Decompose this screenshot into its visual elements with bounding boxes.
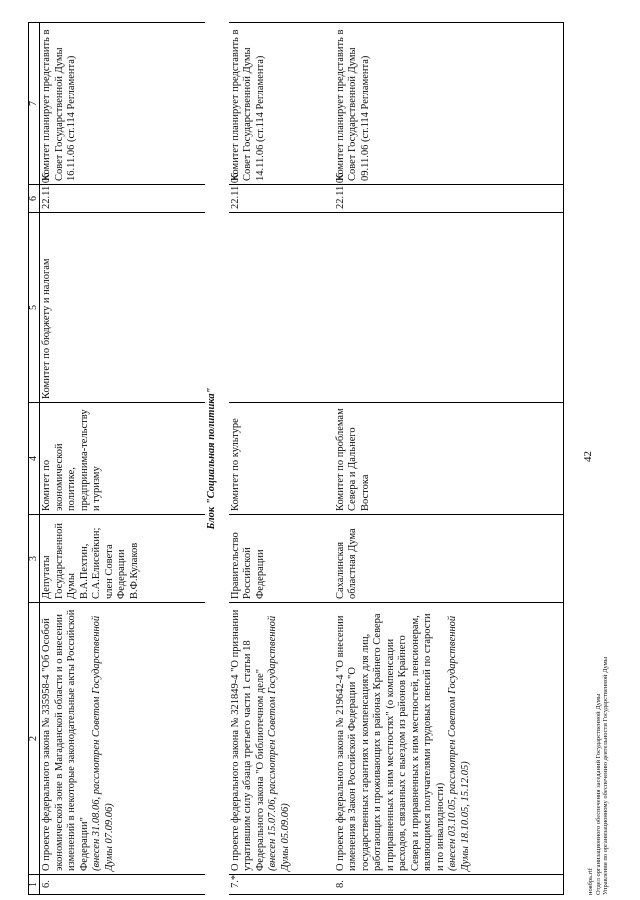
responsible-committee: Комитет по культуре: [229, 403, 334, 515]
bill-note: (внесен 03.10.05, рассмотрен Советом Государственной Думы 18.10.05, 15.12.05): [447, 615, 471, 871]
bill-title-cell: [40, 603, 205, 875]
footer-file: ноябрь.rtf: [587, 868, 594, 895]
committee-plan: Комитет планирует представить в Совет Государственной Думы 09.11.06 (ст.114 Регламента): [334, 23, 564, 185]
bill-title: О проекте федерального закона № 335958-4 "Об Особой экономической зоне в Магаданской области и о внесении изменений в некоторые законодательные акты Российской Федерации": [41, 609, 90, 871]
review-date: 22.11.06: [40, 185, 205, 213]
bill-title: О проекте федерального закона № 219642-4 "О внесении изменения в Закон Российской Федерации "О государственных гарантиях и компенсациях для лиц, работающих и проживающих в районах Крайнего Севера и приравненных к ним местностях" (о компенсации расходов, связанных с выездом из районов Крайнего Севера и приравненных к ним местностей, пенсионерам, являющимся получателями трудовых пенсий по старости и по инвалидности): [334, 613, 446, 871]
footer-line: Управления по организационному обеспечению деятельности Государственной Думы: [602, 656, 609, 895]
bill-title: О проекте федерального закона № 321849-4 "О признании утратившим силу абзаца третьего части 1 статьи 18 Федерального закона "О библиотечном деле": [229, 609, 266, 871]
row-number: 8.: [334, 875, 564, 895]
footer-line: Отдел организационного обеспечения заседаний Государственной Думы: [594, 693, 602, 895]
bill-title-cell: [334, 603, 564, 875]
page-number: 42: [582, 451, 594, 462]
responsible-committee: Комитет по проблемам Севера и Дальнего Востока: [334, 403, 564, 515]
row-number: 6.: [40, 875, 205, 895]
agenda-table: [28, 22, 564, 895]
responsible-committee: Комитет по экономической политике, предпринима-тельству и туризму: [40, 403, 205, 515]
bill-note: (внесен 15.07.06, рассмотрен Советом Государственной Думы 05.09.06): [267, 615, 291, 871]
co-committee: [334, 213, 564, 403]
bill-note: (внесен 31.08.06, рассмотрен Советом Государственной Думы 07.09.06): [91, 615, 115, 871]
block-heading: Блок "Социальная политика": [205, 387, 217, 530]
block-heading-row: [205, 23, 229, 895]
table-row: [229, 23, 334, 895]
column-header: 3: [29, 515, 40, 603]
column-header: 6: [29, 185, 40, 213]
bill-author: Депутаты Государственной Думы В.А.Пехтин, С.А.Елисейкин; член Совета Федерации В.Ф.Кулаков: [40, 515, 205, 603]
review-date: 22.11.06: [334, 185, 564, 213]
column-header: 4: [29, 403, 40, 515]
bill-title-cell: [229, 603, 334, 875]
co-committee: [229, 213, 334, 403]
committee-plan: Комитет планирует представить в Совет Государственной Думы 14.11.06 (ст.114 Регламента): [229, 23, 334, 185]
column-header: 7: [29, 23, 40, 185]
row-number: 7.*: [229, 875, 334, 895]
co-committee: Комитет по бюджету и налогам: [40, 213, 205, 403]
column-header: 5: [29, 213, 40, 403]
review-date: 22.11.06: [229, 185, 334, 213]
page-footer: [587, 657, 610, 895]
column-header: 2: [29, 603, 40, 875]
bill-author: Правительство Российской Федерации: [229, 515, 334, 603]
committee-plan: Комитет планирует представить в Совет Государственной Думы 16.11.06 (ст.114 Регламента): [40, 23, 205, 185]
column-header: 1: [29, 875, 40, 895]
header-row: [29, 23, 40, 895]
table-row: [334, 23, 564, 895]
bill-author: Сахалинская областная Дума: [334, 515, 564, 603]
table-row: [40, 23, 205, 895]
